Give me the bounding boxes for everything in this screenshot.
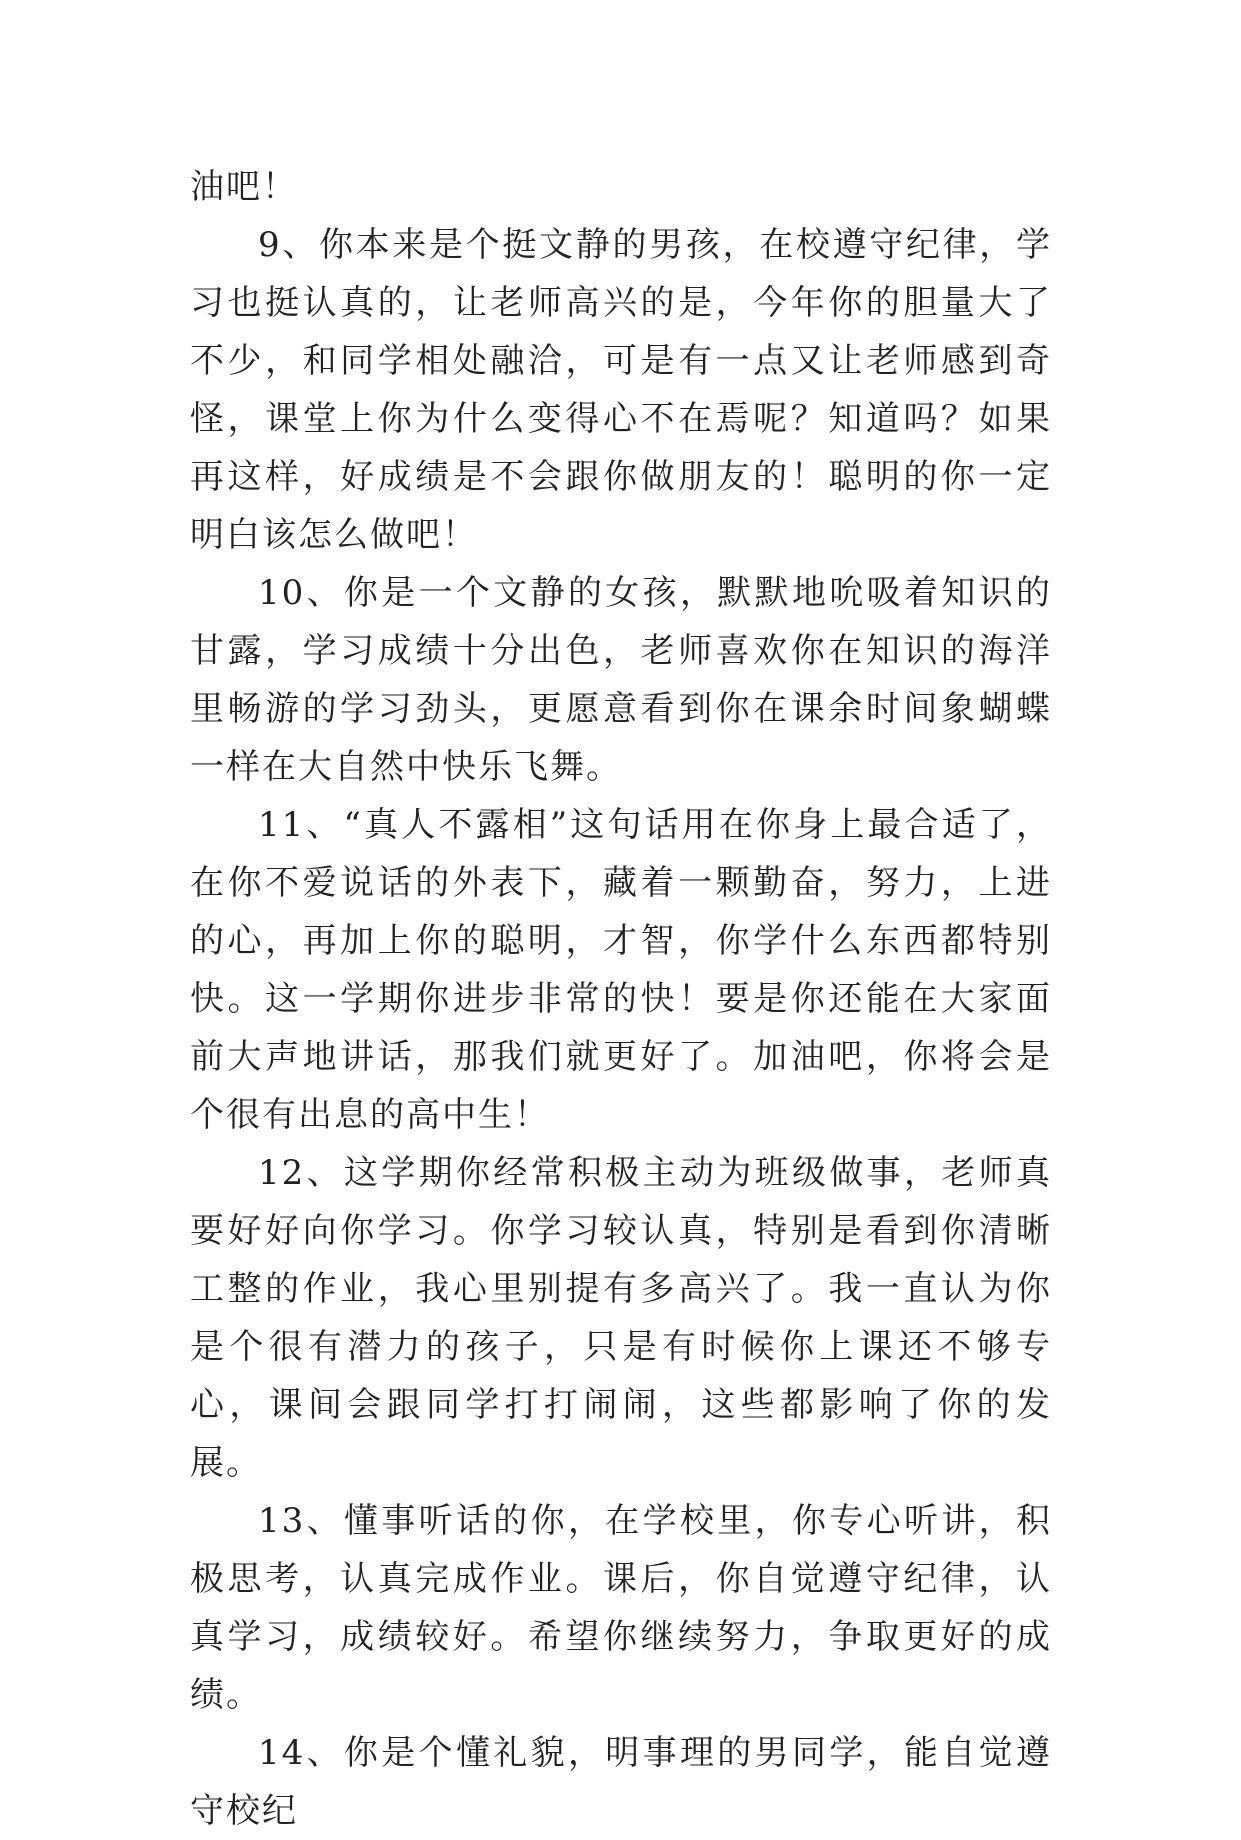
paragraph-11: 11、“真人不露相”这句话用在你身上最合适了，在你不爱说话的外表下，藏着一颗勤奋，努力，上进的心，再加上你的聪明，才智，你学什么东西都特别快。这一学期你进步非常的快！要是你还能在大家面前大声地讲话，那我们就更好了。加油吧，你将会是个很有出息的高中生！	[190, 805, 1052, 1135]
paragraph-9: 9、你本来是个挺文静的男孩，在校遵守纪律，学习也挺认真的，让老师高兴的是，今年你的胆量大了不少，和同学相处融洽，可是有一点又让老师感到奇怪，课堂上你为什么变得心不在焉呢？知道吗？如果再这样，好成绩是不会跟你做朋友的！聪明的你一定明白该怎么做吧！	[190, 225, 1052, 555]
paragraph-12: 12、这学期你经常积极主动为班级做事，老师真要好好向你学习。你学习较认真，特别是看到你清晰工整的作业，我心里别提有多高兴了。我一直认为你是个很有潜力的孩子，只是有时候你上课还不够专心，课间会跟同学打打闹闹，这些都影响了你的发展。	[190, 1153, 1052, 1483]
paragraph-continuation: 油吧！	[190, 167, 298, 207]
document-body	[190, 158, 1052, 1840]
paragraph-10: 10、你是一个文静的女孩，默默地吮吸着知识的甘露，学习成绩十分出色，老师喜欢你在知识的海洋里畅游的学习劲头，更愿意看到你在课余时间象蝴蝶一样在大自然中快乐飞舞。	[190, 573, 1052, 787]
paragraph-13: 13、懂事听话的你，在学校里，你专心听讲，积极思考，认真完成作业。课后，你自觉遵守纪律，认真学习，成绩较好。希望你继续努力，争取更好的成绩。	[190, 1501, 1052, 1715]
paragraph-14: 14、你是个懂礼貌，明事理的男同学，能自觉遵守校纪	[190, 1733, 1052, 1831]
